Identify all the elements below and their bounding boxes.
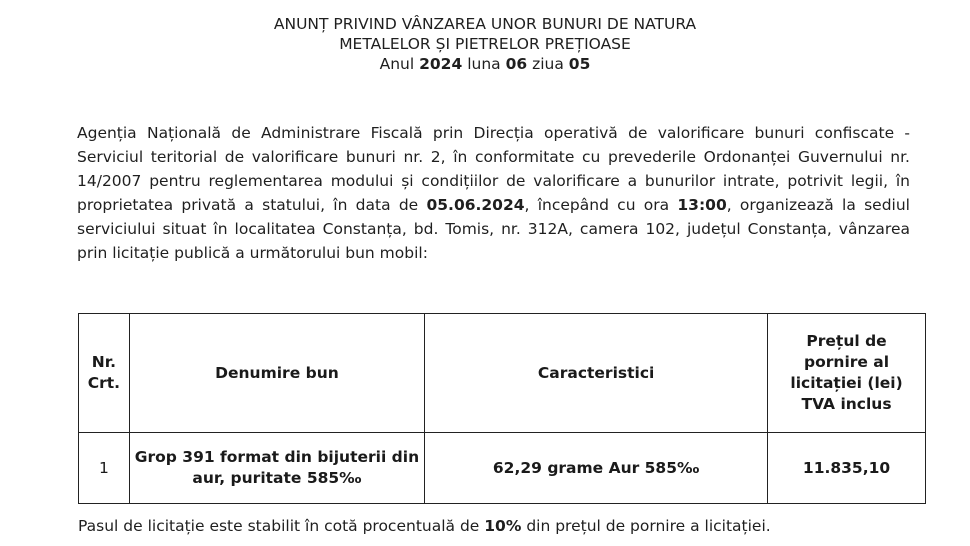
header-price: Prețul de pornire al licitației (lei) TVA inclus [768,314,926,433]
goods-table [78,313,926,504]
row-price: 11.835,10 [768,433,926,504]
row-characteristics: 62,29 grame Aur 585‰ [425,433,768,504]
row-name: Grop 391 format din bijuterii din aur, puritate 585‰ [129,433,424,504]
header-nr: Nr. Crt. [79,314,130,433]
footer-text-a: Pasul de licitație este stabilit în cotă procentuală de [78,517,480,535]
bid-step-percent: 10% [484,517,522,535]
auction-time: 13:00 [677,196,727,214]
table-header-row [79,314,926,433]
title-line-2: METALELOR ȘI PIETRELOR PREȚIOASE [339,35,631,53]
auction-date: 05.06.2024 [426,196,525,214]
table-row [79,433,926,504]
month-label: luna [467,55,501,73]
row-nr: 1 [79,433,130,504]
month-value: 06 [505,55,528,73]
day-label: ziua [532,55,564,73]
bid-step-note [78,515,928,537]
header-name: Denumire bun [129,314,424,433]
year-value: 2024 [419,55,463,73]
header-characteristics: Caracteristici [425,314,768,433]
intro-text-c: , organizează la sediul serviciului situat în localitatea Constanța, bd. Tomis, nr. 312A, camera 102, județul Constanța, vânzarea prin licitație publică a următorului bun mobil: [77,196,910,262]
title-date-line [0,54,970,74]
intro-text-b: , începând cu ora [524,196,670,214]
intro-text-a: Agenția Națională de Administrare Fiscală prin Direcția operativă de valorificare bunuri confiscate - Serviciul teritorial de valorificare bunuri nr. 2, în conformitate cu prevederile Ordonanței Guvernului nr. 14/2007 pentru reglementarea modului și condițiilor de valorificare a bunurilor intrate, potrivit legii, în proprietatea privată a statului, în data de [77,124,910,214]
year-label: Anul [379,55,415,73]
document-title [0,14,970,74]
intro-paragraph [77,121,910,265]
footer-text-b: din prețul de pornire a licitației. [526,517,771,535]
title-line-1: ANUNȚ PRIVIND VÂNZAREA UNOR BUNURI DE NATURA [273,15,697,33]
day-value: 05 [568,55,591,73]
